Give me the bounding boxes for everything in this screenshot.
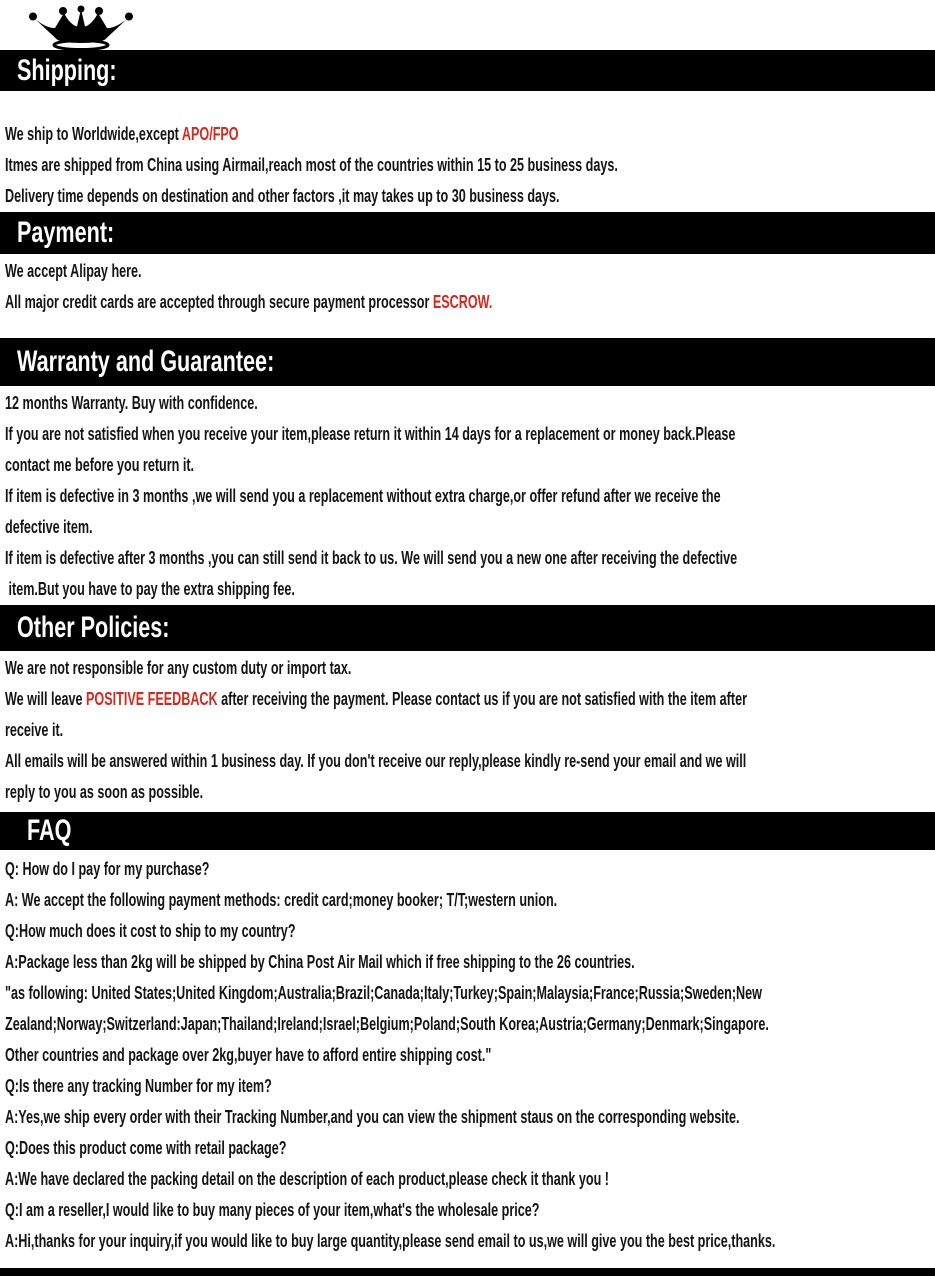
text-segment: Q:I am a reseller,I would like to buy many pieces of your item,what's the wholesale price?	[5, 1200, 540, 1220]
text-segment: A:Hi,thanks for your inquiry,if you would like to buy large quantity,please send email to us,we will give you the best price,thanks.	[5, 1231, 776, 1251]
section-title: Other Policies:	[17, 611, 170, 644]
policy-line	[5, 854, 656, 885]
crown-icon	[27, 5, 135, 51]
policy-line	[5, 419, 736, 450]
policy-line	[5, 119, 656, 150]
text-segment: If you are not satisfied when you receive your item,please return it within 14 days for a replacement or money back.Please	[5, 424, 736, 444]
section-warranty	[0, 338, 935, 605]
text-segment: 12 months Warranty. Buy with confidence.	[5, 393, 258, 413]
policy-line	[5, 512, 656, 543]
text-segment: We ship to Worldwide,except	[5, 124, 182, 144]
policy-line	[5, 1195, 656, 1226]
text-segment: Itmes are shipped from China using Airmail,reach most of the countries within 15 to 25 business days.	[5, 155, 618, 175]
policy-line	[5, 1071, 656, 1102]
section-body	[0, 653, 935, 808]
text-segment: contact me before you return it.	[5, 455, 195, 475]
text-segment: Q:How much does it cost to ship to my country?	[5, 921, 296, 941]
text-segment: A: We accept the following payment methods: credit card;money booker; T/T;western union.	[5, 890, 558, 910]
policy-line	[5, 388, 656, 419]
section-shipping	[0, 50, 935, 212]
red-highlight: APO/FPO	[181, 124, 239, 144]
text-segment: Q:Does this product come with retail package?	[5, 1138, 287, 1158]
policy-line	[5, 1226, 776, 1257]
bottom-divider-bar	[0, 1268, 935, 1276]
policy-line	[5, 1040, 656, 1071]
policy-line	[5, 181, 656, 212]
text-segment: defective item.	[5, 517, 93, 537]
policy-line	[5, 715, 656, 746]
section-header-bar-warranty	[0, 338, 935, 386]
section-title: Warranty and Guarantee:	[17, 345, 275, 378]
text-segment: All emails will be answered within 1 business day. If you don't receive our reply,please kindly re-send your email and we will	[5, 751, 747, 771]
policy-line	[5, 916, 656, 947]
policy-line	[5, 256, 656, 287]
section-body	[0, 119, 935, 212]
text-segment: We are not responsible for any custom duty or import tax.	[5, 658, 352, 678]
text-segment: Delivery time depends on destination and other factors ,it may takes up to 30 business days.	[5, 186, 560, 206]
text-segment: Zealand;Norway;Switzerland:Japan;Thailand;Ireland;Israel;Belgium;Poland;South Korea;Austria;Germany;Denmark;Singapore.	[5, 1014, 769, 1034]
policy-line	[5, 947, 656, 978]
policy-line	[5, 777, 656, 808]
policy-line	[5, 684, 747, 715]
section-body	[0, 854, 935, 1257]
policy-line	[5, 481, 721, 512]
text-segment: A:We have declared the packing detail on the description of each product,please check it thank you !	[5, 1169, 610, 1189]
text-segment: A:Package less than 2kg will be shipped by China Post Air Mail which if free shipping to the 26 countries.	[5, 952, 635, 972]
page-header-area	[0, 0, 935, 50]
policy-line	[5, 287, 656, 318]
red-highlight: ESCROW.	[432, 292, 493, 312]
section-body	[0, 256, 935, 318]
text-segment: after receiving the payment. Please contact us if you are not satisfied with the item after	[217, 689, 747, 709]
policy-line	[5, 978, 762, 1009]
section-payment	[0, 212, 935, 318]
policy-line	[5, 450, 656, 481]
policy-sections	[0, 50, 935, 1257]
text-segment: If item is defective in 3 months ,we will send you a replacement without extra charge,or offer refund after we receive the	[5, 486, 721, 506]
section-header-bar-payment	[0, 212, 935, 254]
text-segment: We accept Alipay here.	[5, 261, 142, 281]
text-segment: reply to you as soon as possible.	[5, 782, 204, 802]
text-segment: We will leave	[5, 689, 87, 709]
policy-line	[5, 574, 656, 605]
section-body	[0, 388, 935, 605]
section-title: FAQ	[27, 814, 72, 847]
section-title: Shipping:	[17, 53, 117, 87]
policy-line	[5, 1164, 656, 1195]
text-segment: Q: How do I pay for my purchase?	[5, 859, 210, 879]
section-header-bar-other	[0, 605, 935, 651]
policy-line	[5, 1133, 656, 1164]
section-header-bar-faq	[0, 812, 935, 850]
policy-line	[5, 746, 747, 777]
section-other	[0, 605, 935, 808]
section-header-bar-shipping	[0, 50, 935, 91]
policy-line	[5, 885, 656, 916]
policy-line	[5, 653, 656, 684]
text-segment: "as following: United States;United Kingdom;Australia;Brazil;Canada;Italy;Turkey;Spain;Malaysia;France;Russia;Sweden;New	[5, 983, 762, 1003]
section-title: Payment:	[17, 216, 115, 249]
policy-line	[5, 1102, 740, 1133]
policy-line	[5, 1009, 769, 1040]
section-faq	[0, 812, 935, 1257]
text-segment: Other countries and package over 2kg,buyer have to afford entire shipping cost."	[5, 1045, 492, 1065]
text-segment: A:Yes,we ship every order with their Tracking Number,and you can view the shipment staus on the corresponding website.	[5, 1107, 740, 1127]
text-segment: If item is defective after 3 months ,you can still send it back to us. We will send you a new one after receiving the defective	[5, 548, 738, 568]
policy-line	[5, 543, 738, 574]
red-highlight: POSITIVE FEEDBACK	[86, 689, 218, 709]
text-segment: All major credit cards are accepted through secure payment processor	[5, 292, 433, 312]
text-segment: Q:Is there any tracking Number for my item?	[5, 1076, 272, 1096]
text-segment: item.But you have to pay the extra shipping fee.	[5, 579, 295, 599]
text-segment: receive it.	[5, 720, 64, 740]
policy-line	[5, 150, 656, 181]
